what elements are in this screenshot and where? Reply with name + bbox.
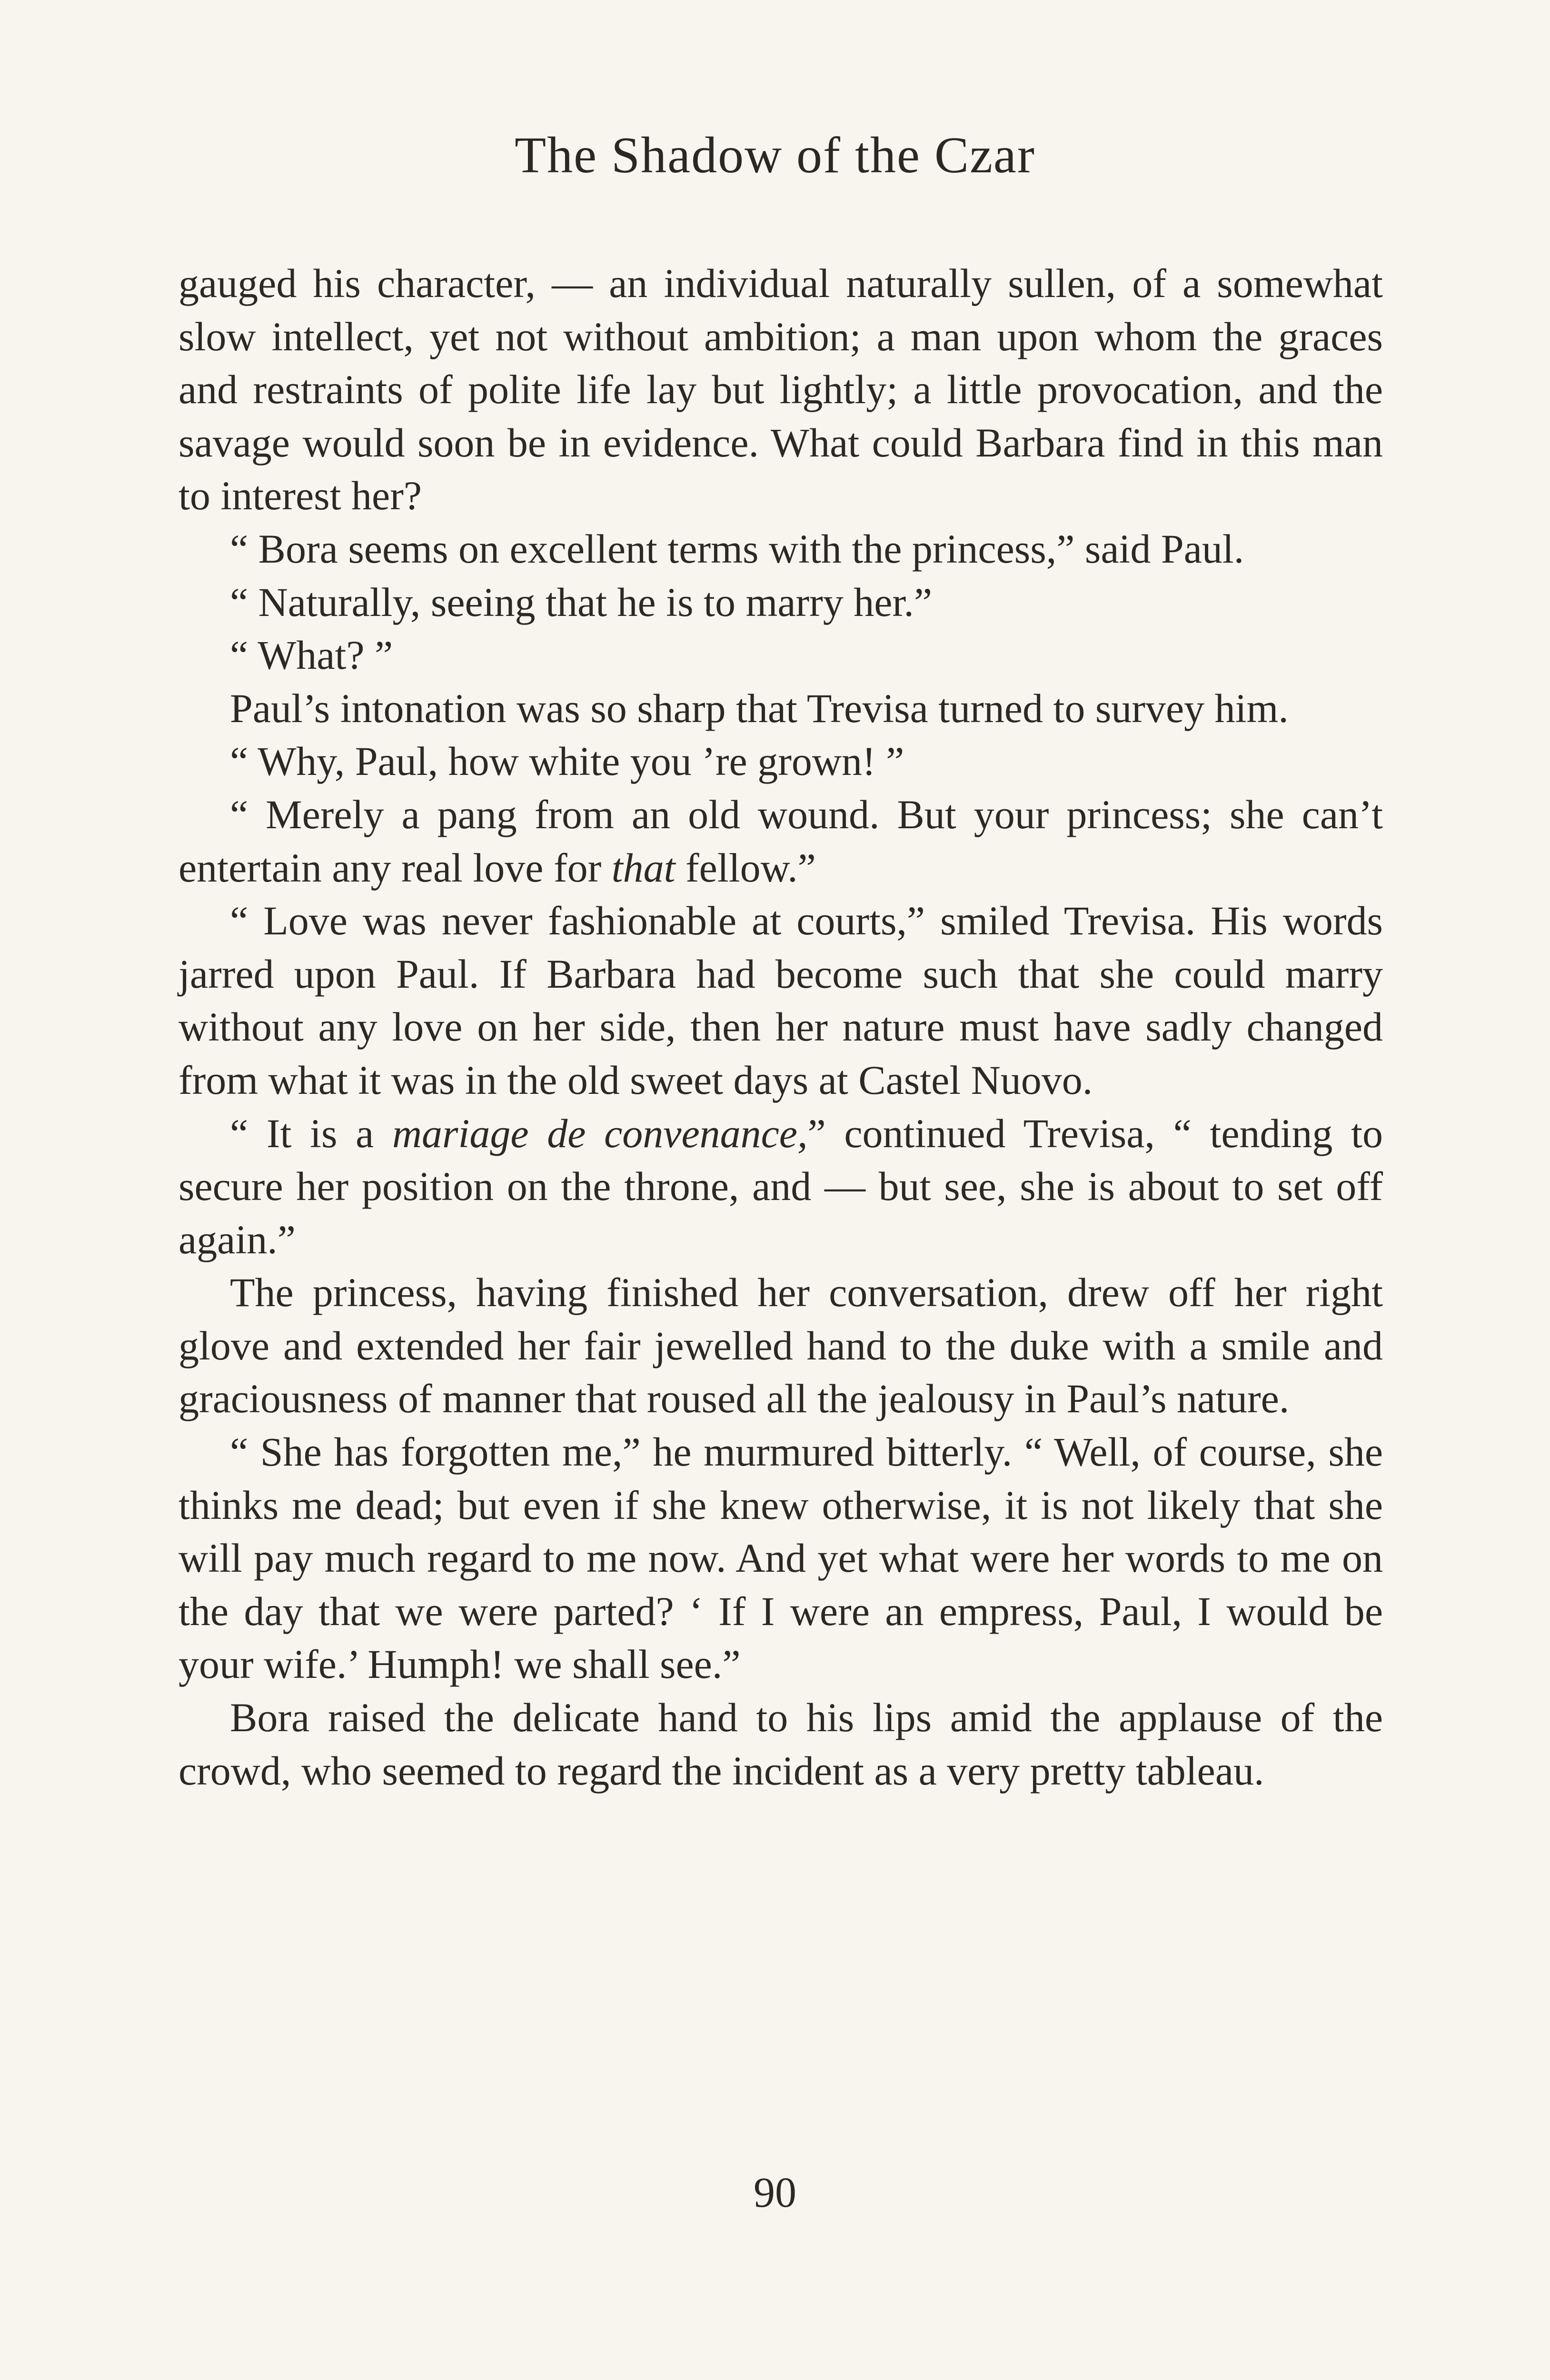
text-run: “ Love was never fashionable at courts,” smiled Trevisa. His words jarred upon Paul. If Barbara had become such that she could marry without any love on her side, then her nature must have sadly changed from what it was in the old sweet days at Castel Nuovo.: [179, 898, 1383, 1103]
paragraph: [179, 1426, 1383, 1691]
paragraph: [179, 735, 1383, 788]
text-run: gauged his character, — an individual naturally sullen, of a somewhat slow intellect, yet not without ambition; a man upon whom the graces and restraints of polite life lay but lightly; a little provocation, and the savage would soon be in evidence. What could Barbara find in this man to interest her?: [179, 260, 1383, 519]
text-run: “ It is a: [230, 1110, 392, 1156]
text-run: fellow.”: [675, 844, 816, 891]
italic-phrase: that: [611, 844, 676, 891]
text-run: “ She has forgotten me,” he murmured bitterly. “ Well, of course, she thinks me dead; but even if she knew otherwise, it is not likely that she will pay much regard to me now. And yet what were her words to me on the day that we were parted? ‘ If I were an empress, Paul, I would be your wife.’ Humph! we shall see.”: [179, 1429, 1383, 1687]
text-run: “ Why, Paul, how white you ’re grown! ”: [230, 738, 904, 784]
text-run: “ Merely a pang from an old wound. But your princess; she can’t entertain any real love for: [179, 791, 1383, 891]
text-run: Paul’s intonation was so sharp that Trevisa turned to survey him.: [230, 685, 1289, 731]
text-run: The princess, having finished her conversation, drew off her right glove and extended her fair jewelled hand to the duke with a smile and graciousness of manner that roused all the jealousy in Paul’s nature.: [179, 1269, 1383, 1422]
paragraph: [179, 629, 1383, 682]
running-head: The Shadow of the Czar: [515, 127, 1035, 184]
paragraph: [179, 1266, 1383, 1426]
text-run: “ What? ”: [230, 632, 393, 678]
paragraph: [179, 257, 1383, 523]
text-run: “ Naturally, seeing that he is to marry her.”: [230, 579, 933, 625]
paragraph: [179, 682, 1383, 735]
paragraph: [179, 894, 1383, 1107]
italic-phrase: mariage de convenance,: [392, 1110, 808, 1156]
body-text: [179, 257, 1383, 1797]
paragraph: [179, 1107, 1383, 1267]
paragraph: [179, 788, 1383, 894]
text-run: “ Bora seems on excellent terms with the princess,” said Paul.: [230, 526, 1244, 572]
paragraph: [179, 523, 1383, 576]
page-number: 90: [754, 2169, 796, 2216]
paragraph: [179, 1691, 1383, 1797]
paragraph: [179, 576, 1383, 629]
text-run: Bora raised the delicate hand to his lips amid the applause of the crowd, who seemed to regard the incident as a very pretty tableau.: [179, 1695, 1383, 1794]
text-run: ” continued Trevisa, “ tending to secure her position on the throne, and — but see, she is about to set off again.”: [179, 1110, 1383, 1262]
